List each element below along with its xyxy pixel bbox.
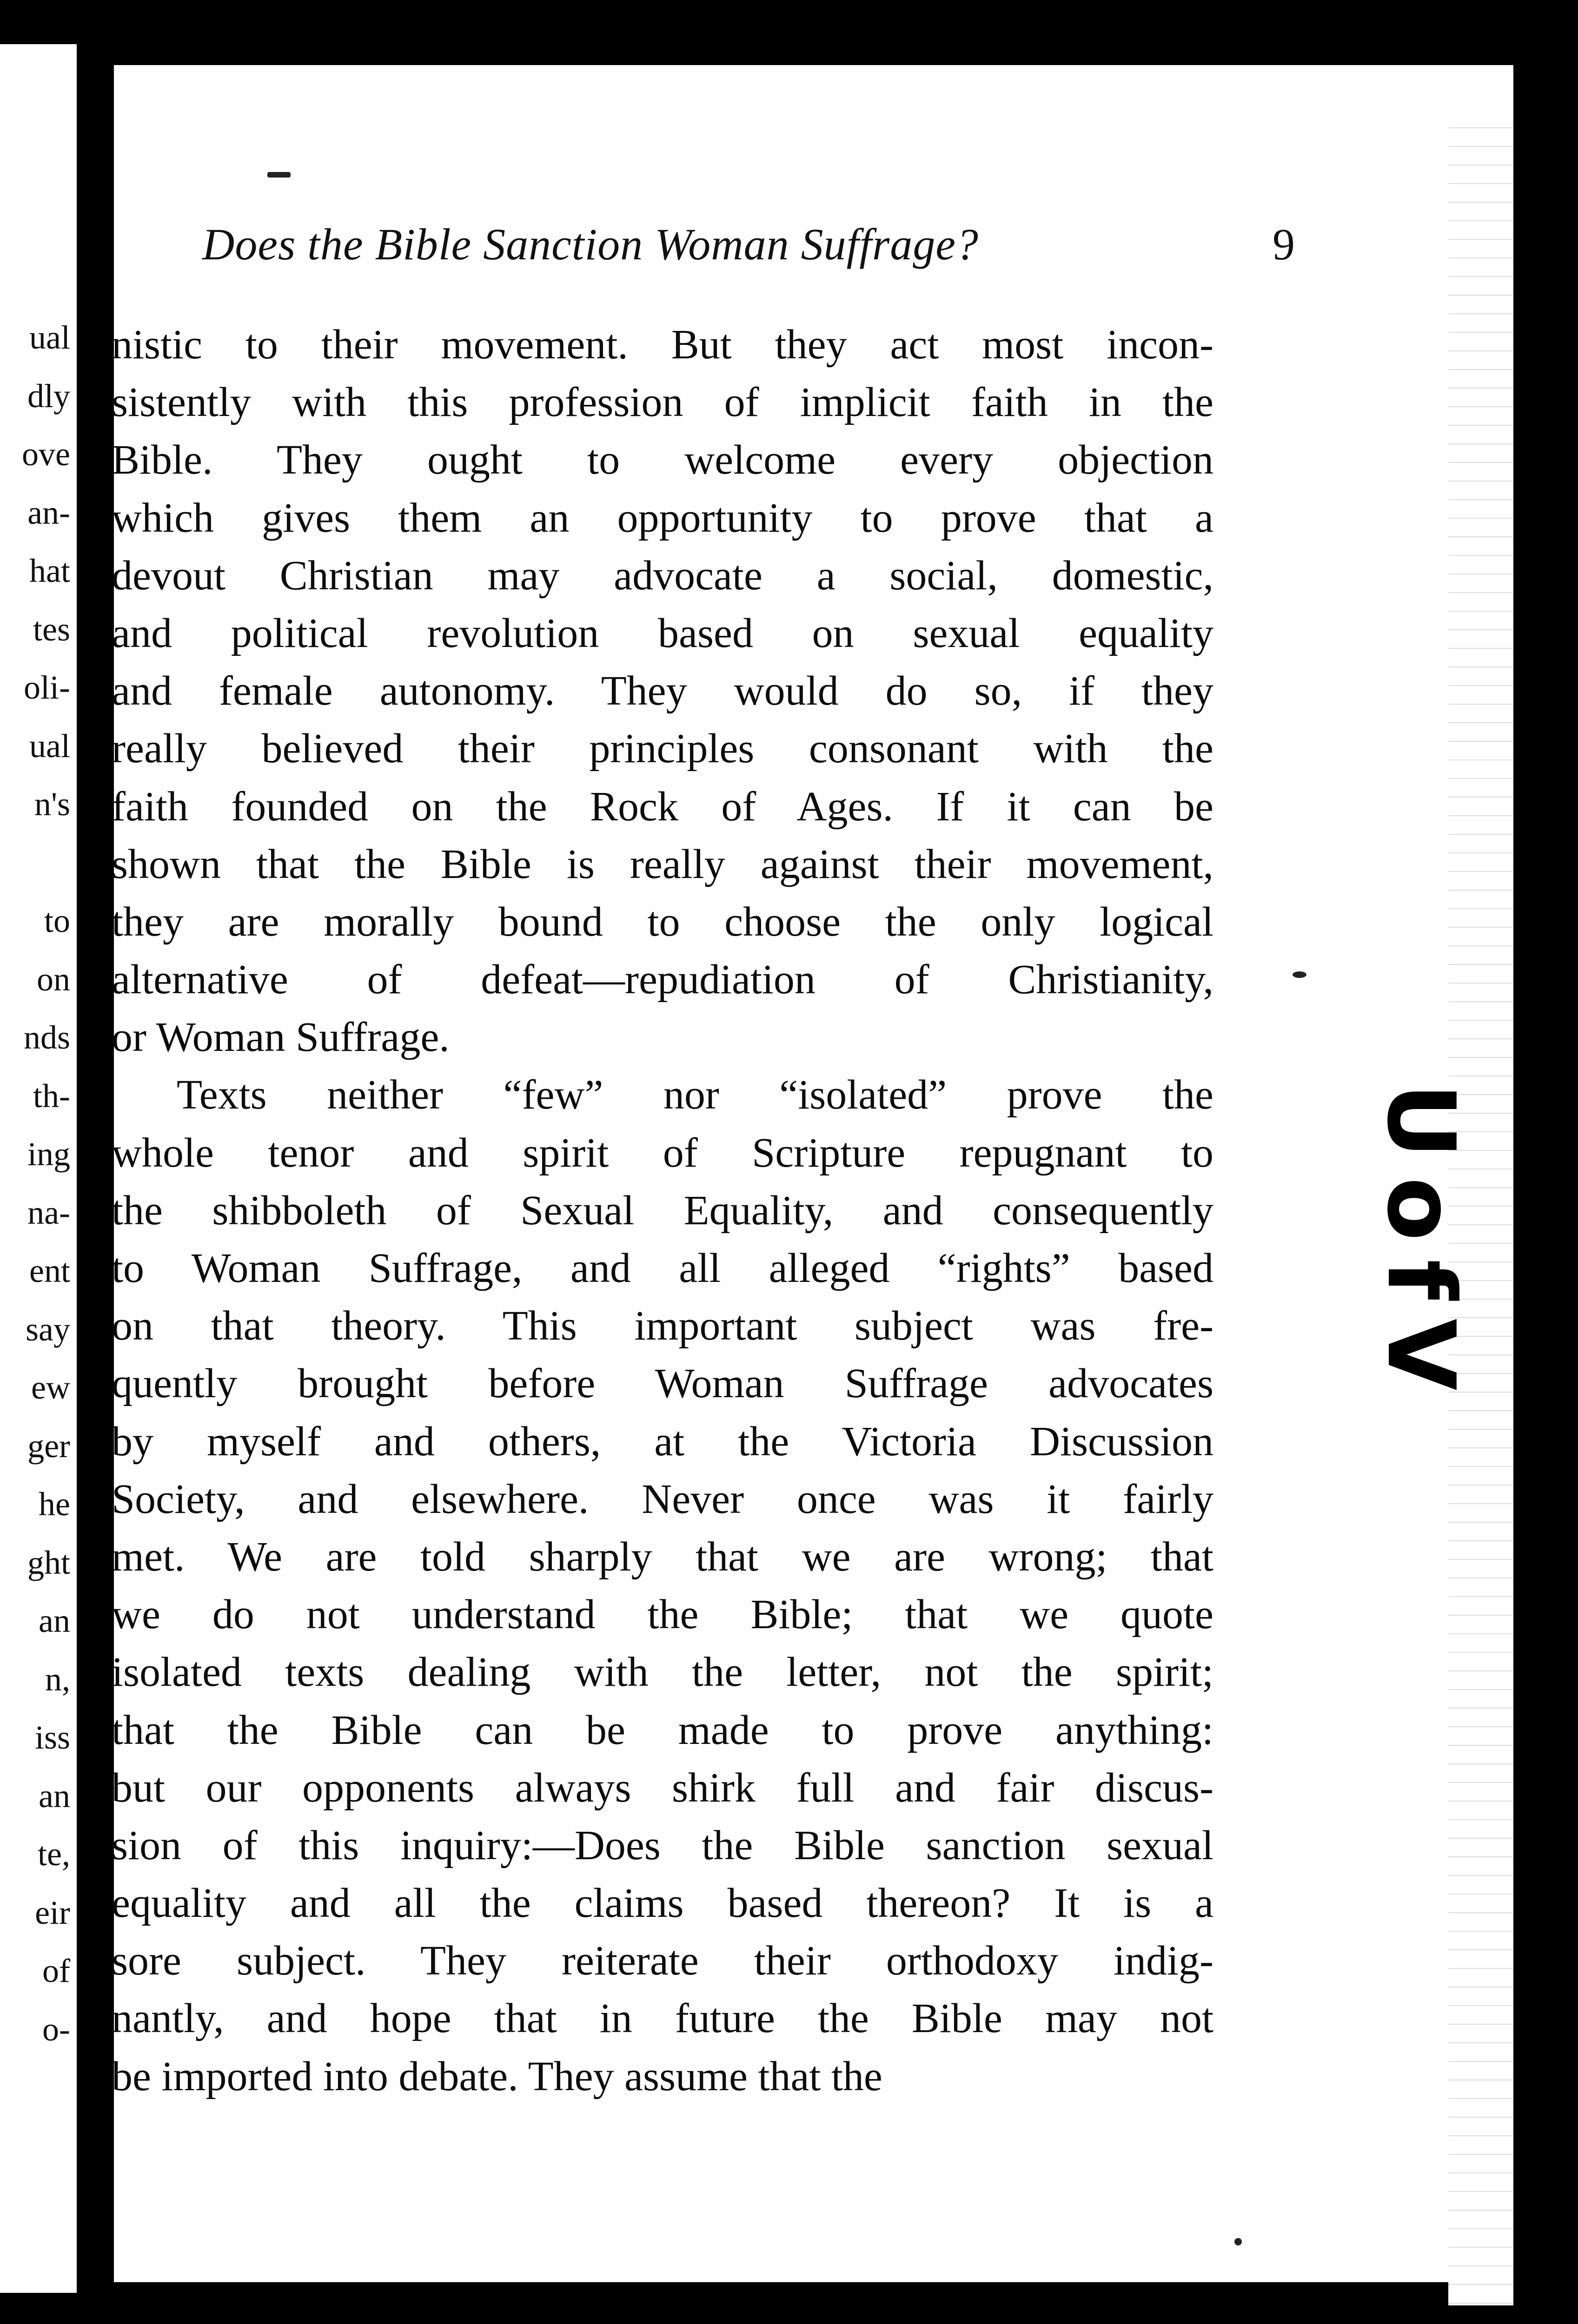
text-line: and political revolution based on sexual equality: [112, 610, 1213, 656]
previous-page-sliver: [0, 44, 77, 2293]
text-line: nantly, and hope that in future the Bible may not: [112, 1995, 1213, 2042]
ink-speck: [1293, 971, 1306, 978]
text-line: isolated texts dealing with the letter, not the spirit;: [112, 1649, 1213, 1696]
previous-page-fragment: to: [44, 902, 70, 939]
text-line: by myself and others, at the Victoria Discussion: [112, 1418, 1213, 1465]
previous-page-fragment: n,: [45, 1660, 70, 1698]
previous-page-fragment: he: [39, 1486, 70, 1523]
body-text: [112, 316, 1213, 2106]
running-title: Does the Bible Sanction Woman Suffrage?: [202, 219, 979, 269]
previous-page-fragment: hat: [29, 552, 70, 589]
text-line: and female autonomy. They would do so, if they: [112, 668, 1213, 714]
previous-page-fragment: an: [39, 1777, 70, 1815]
previous-page-fragment: ual: [29, 727, 70, 765]
text-line: to Woman Suffrage, and all alleged “rights” based: [112, 1245, 1213, 1291]
text-line: met. We are told sharply that we are wrong; that: [112, 1533, 1213, 1580]
text-line: Society, and elsewhere. Never once was it fairly: [112, 1476, 1213, 1522]
text-line: shown that the Bible is really against their movement,: [112, 841, 1213, 887]
previous-page-fragment: iss: [34, 1719, 70, 1756]
previous-page-fragment: nds: [23, 1019, 70, 1056]
book-page: [114, 65, 1513, 2282]
previous-page-fragment: of: [42, 1952, 70, 1989]
text-line: which gives them an opportunity to prove that a: [112, 495, 1213, 541]
text-line: devout Christian may advocate a social, domestic,: [112, 552, 1213, 599]
text-line: we do not understand the Bible; that we quote: [112, 1591, 1213, 1638]
previous-page-fragment: na-: [27, 1194, 70, 1231]
text-line: faith founded on the Rock of Ages. If it can be: [112, 783, 1213, 830]
text-line: alternative of defeat—repudiation of Christianity,: [112, 957, 1213, 1003]
previous-page-fragment: ove: [22, 436, 70, 473]
previous-page-fragment: ger: [27, 1427, 70, 1465]
previous-page-fragment: an: [39, 1602, 70, 1639]
previous-page-text-fragments: [0, 44, 77, 2293]
ink-speck: [1234, 2238, 1242, 2245]
text-line: Bible. They ought to welcome every objection: [112, 437, 1213, 483]
previous-page-fragment: oli-: [24, 669, 70, 706]
page-header: [202, 218, 1295, 284]
text-line: equality and all the claims based thereon? It is a: [112, 1880, 1213, 1927]
text-line: the shibboleth of Sexual Equality, and consequently: [112, 1187, 1213, 1234]
previous-page-fragment: tes: [33, 610, 70, 648]
text-line: sore subject. They reiterate their orthodoxy indig-: [112, 1938, 1213, 1984]
text-line: that the Bible can be made to prove anything:: [112, 1707, 1213, 1753]
previous-page-fragment: eir: [35, 1894, 70, 1931]
previous-page-fragment: dly: [27, 377, 70, 415]
previous-page-fragment: ual: [29, 319, 70, 356]
previous-page-fragment: an-: [27, 494, 70, 531]
library-stamp: [1366, 1083, 1475, 1483]
text-line: whole tenor and spirit of Scripture repugnant to: [112, 1129, 1213, 1176]
text-line: really believed their principles consonant with the: [112, 726, 1213, 772]
stamp-text: UofV: [1366, 1083, 1475, 1409]
text-line: they are morally bound to choose the only logical: [112, 898, 1213, 945]
text-line: on that theory. This important subject was fre-: [112, 1303, 1213, 1349]
previous-page-fragment: ew: [31, 1369, 70, 1406]
text-line: sion of this inquiry:—Does the Bible sanction sexual: [112, 1822, 1213, 1868]
previous-page-fragment: ght: [27, 1544, 70, 1581]
previous-page-fragment: on: [37, 960, 70, 998]
previous-page-fragment: ent: [29, 1252, 70, 1289]
text-line: be imported into debate. They assume that the: [112, 2053, 882, 2100]
text-line: sistently with this profession of implicit faith in the: [112, 379, 1213, 426]
text-line: quently brought before Woman Suffrage advocates: [112, 1360, 1213, 1407]
text-line: Texts neither “few” nor “isolated” prove the: [177, 1072, 1213, 1118]
previous-page-fragment: say: [26, 1310, 70, 1348]
previous-page-fragment: te,: [38, 1835, 70, 1873]
previous-page-fragment: n's: [34, 786, 70, 823]
text-line: but our opponents always shirk full and fair discus-: [112, 1764, 1213, 1811]
ink-mark: [267, 172, 291, 178]
book-gutter: [77, 0, 114, 2324]
text-line: or Woman Suffrage.: [112, 1014, 450, 1061]
previous-page-fragment: ing: [27, 1136, 70, 1173]
page-number: 9: [1273, 219, 1295, 269]
previous-page-fragment: th-: [33, 1077, 70, 1115]
previous-page-fragment: o-: [42, 2010, 70, 2048]
text-line: nistic to their movement. But they act most incon-: [112, 322, 1213, 368]
